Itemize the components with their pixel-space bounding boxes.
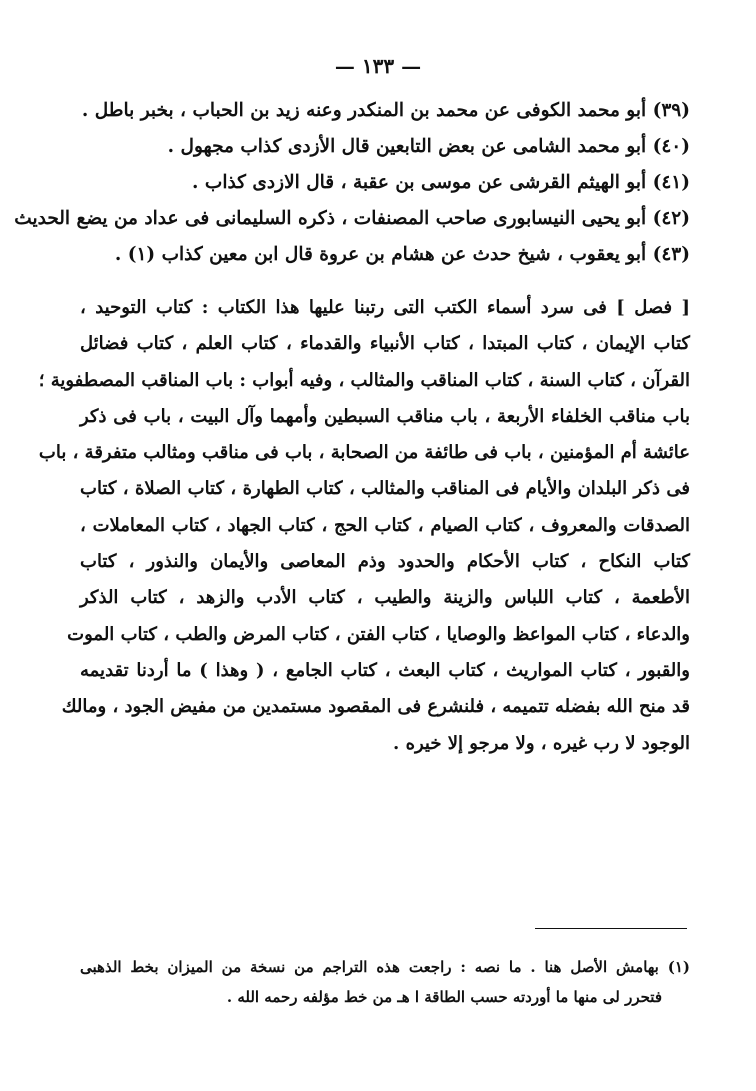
paragraph-line: [ فصل ] فى سرد أسماء الكتب التى رتبنا عليها هذا الكتاب : كتاب التوحيد ، bbox=[80, 297, 690, 318]
narrator-entry: (٤٢) أبو يحيى النيسابورى صاحب المصنفات ، ذكره السليمانى فى عداد من يضع الحديث bbox=[14, 208, 690, 229]
paragraph-line: القرآن ، كتاب السنة ، كتاب المناقب والمثالب ، وفيه أبواب : باب المناقب المصطفوية ؛ bbox=[38, 369, 690, 391]
page-number: — ١٣٣ — bbox=[334, 54, 422, 78]
paragraph-line: عائشة أم المؤمنين ، باب فى طائفة من الصحابة ، باب فى مناقب ومثالب متفرقة ، باب bbox=[38, 442, 690, 464]
narrator-entry: (٣٩) أبو محمد الكوفى عن محمد بن المنكدر وعنه زيد بن الحباب ، بخبر باطل . bbox=[81, 100, 690, 121]
paragraph-line: الوجود لا رب غيره ، ولا مرجو إلا خيره . bbox=[393, 732, 690, 754]
paragraph-line: الأطعمة ، كتاب اللباس والزينة والطيب ، كتاب الأدب والزهد ، كتاب الذكر bbox=[80, 587, 690, 609]
paragraph-line: كتاب الإيمان ، كتاب المبتدا ، كتاب الأنبياء والقدماء ، كتاب العلم ، كتاب فضائل bbox=[80, 333, 690, 355]
paragraph-line: فى ذكر البلدان والأيام فى المناقب والمثالب ، كتاب الطهارة ، كتاب الصلاة ، كتاب bbox=[80, 478, 690, 500]
narrator-entry: (٤١) أبو الهيثم القرشى عن موسى بن عقبة ، قال الازدى كذاب . bbox=[192, 172, 690, 193]
paragraph-line: قد منح الله بفضله تتميمه ، فلنشرع فى المقصود مستمدين من مفيض الجود ، ومالك bbox=[61, 696, 690, 718]
narrator-entry: (٤٠) أبو محمد الشامى عن بعض التابعين قال الأزدى كذاب مجهول . bbox=[167, 136, 690, 157]
paragraph-line: باب مناقب الخلفاء الأربعة ، باب مناقب السبطين وأمهما وآل البيت ، باب فى ذكر bbox=[80, 405, 690, 427]
footnote bbox=[80, 952, 690, 1012]
paragraph-line: كتاب النكاح ، كتاب الأحكام والحدود وذم المعاصى والأيمان والنذور ، كتاب bbox=[80, 551, 690, 573]
paragraph-line: والدعاء ، كتاب المواعظ والوصايا ، كتاب الفتن ، كتاب المرض والطب ، كتاب الموت bbox=[67, 623, 690, 645]
narrator-entry: (٤٣) أبو يعقوب ، شيخ حدث عن هشام بن عروة قال ابن معين كذاب (١) . bbox=[114, 244, 690, 265]
footnote-line: (١) بهامش الأصل هنا . ما نصه : راجعت هذه التراجم من نسخة من الميزان بخط الذهبى bbox=[80, 958, 690, 976]
paragraph-line: والقبور ، كتاب المواريث ، كتاب البعث ، كتاب الجامع ، ( وهذا ) ما أردنا تقديمه bbox=[80, 659, 690, 681]
narrator-entries bbox=[14, 93, 690, 273]
paragraph-line: الصدقات والمعروف ، كتاب الصيام ، كتاب الحج ، كتاب الجهاد ، كتاب المعاملات ، bbox=[80, 514, 690, 536]
chapter-list-paragraph bbox=[38, 290, 690, 762]
footnote-divider bbox=[535, 928, 687, 929]
footnote-line: فتحرر لى منها ما أوردته حسب الطاقة ا هـ من خط مؤلفه رحمه الله . bbox=[226, 988, 662, 1006]
